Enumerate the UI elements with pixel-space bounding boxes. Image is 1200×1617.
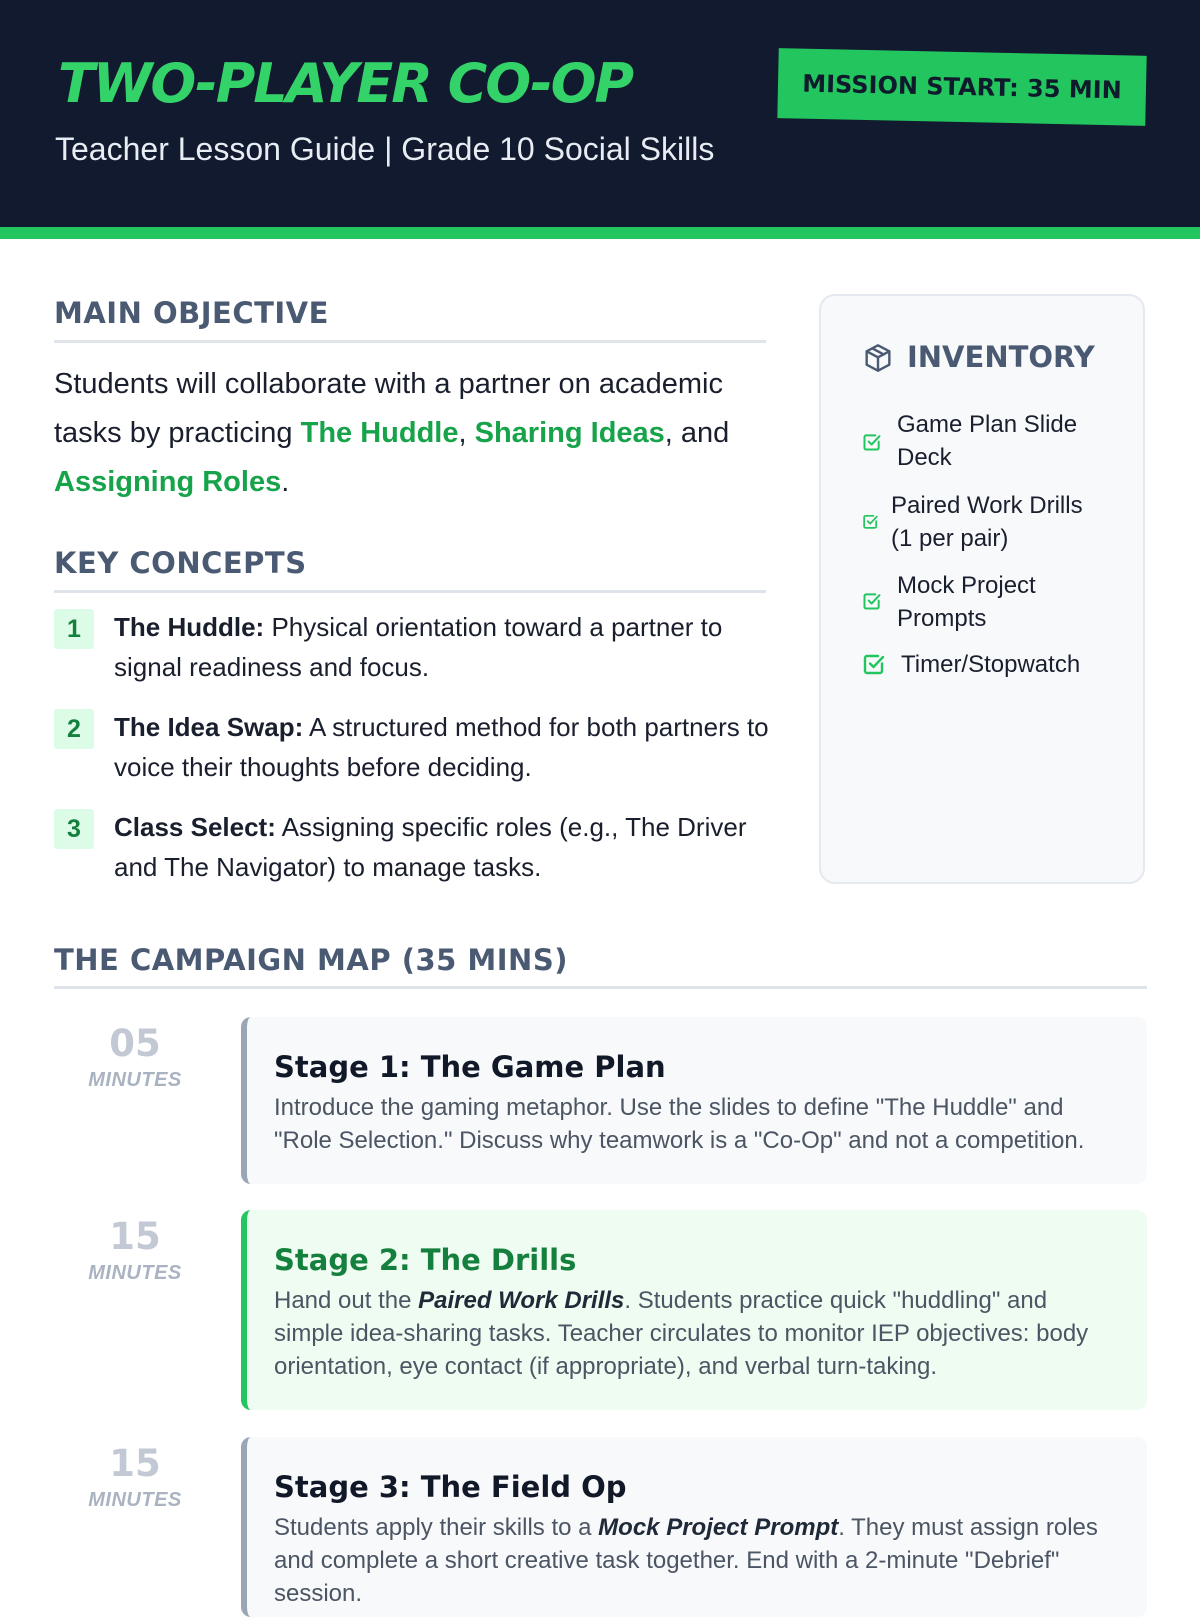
stage-duration [70, 1215, 200, 1287]
section-divider [54, 340, 766, 343]
key-concepts-heading: KEY CONCEPTS [54, 546, 307, 580]
concept-text [114, 707, 774, 787]
stage-title: Stage 2: The Drills [274, 1243, 577, 1277]
checkbox-icon [862, 432, 882, 452]
stage-title: Stage 1: The Game Plan [274, 1050, 666, 1084]
objective-lead: Students will collaborate with a partner on academic tasks by practicing [54, 368, 723, 449]
concept-number: 1 [54, 609, 94, 649]
box-icon [862, 342, 894, 374]
stage-minutes-unit: MINUTES [88, 1262, 182, 1284]
header-accent-stripe [0, 227, 1200, 239]
concept-definition: A structured method for both partners to voice their thoughts before deciding. [114, 712, 769, 782]
objective-text [54, 360, 754, 507]
section-divider [54, 986, 1147, 989]
objective-separator: , and [664, 417, 730, 449]
objective-end: . [281, 466, 290, 498]
concept-term: Class Select: [114, 812, 276, 842]
section-divider [54, 590, 766, 593]
checkbox-icon [862, 513, 879, 530]
stage-card [241, 1437, 1147, 1617]
stage-duration [70, 1022, 200, 1094]
page-header [0, 0, 1200, 227]
checkbox-icon [862, 591, 882, 611]
inventory-title: INVENTORY [907, 340, 1095, 374]
stage-description [274, 1284, 1121, 1383]
stage-description-text: Introduce the gaming metaphor. Use the slides to define "The Huddle" and "Role Selection." Discuss why teamwork is a "Co-Op" and not a competition. [274, 1094, 1085, 1154]
stage-minutes-unit: MINUTES [88, 1069, 182, 1091]
objective-skill-roles: Assigning Roles [54, 466, 282, 498]
stage-duration [70, 1442, 200, 1514]
concept-term: The Idea Swap: [114, 712, 304, 742]
stage-material: Paired Work Drills [418, 1287, 625, 1314]
inventory-item-label: Timer/Stopwatch [901, 651, 1081, 678]
concept-text [114, 607, 774, 687]
objective-skill-sharing: Sharing Ideas [474, 417, 665, 449]
concept-term: The Huddle: [114, 612, 265, 642]
concept-definition: Assigning specific roles (e.g., The Driver and The Navigator) to manage tasks. [114, 812, 747, 882]
stage-minutes-unit: MINUTES [88, 1489, 182, 1511]
objective-skill-huddle: The Huddle [300, 417, 459, 449]
campaign-map-heading: THE CAMPAIGN MAP (35 MINS) [54, 943, 568, 977]
inventory-item-label: Mock Project Prompts [897, 572, 1036, 632]
lesson-subtitle: Teacher Lesson Guide | Grade 10 Social Skills [55, 131, 715, 167]
stage-description-text: . Students practice quick "huddling" and simple idea-sharing tasks. Teacher circulates to monitor IEP objectives: body orientation, eye contact (if appropriate), and verbal turn-taking. [274, 1287, 1089, 1380]
stage-description-text: . They must assign roles and complete a short creative task together. End with a 2-minute "Debrief" session. [274, 1514, 1098, 1607]
objective-separator: , [458, 417, 475, 449]
stage-description [274, 1091, 1121, 1157]
stage-minutes: 05 [109, 1022, 161, 1065]
concept-number: 2 [54, 709, 94, 749]
inventory-item-label: Paired Work Drills (1 per pair) [891, 492, 1083, 552]
main-objective-heading: MAIN OBJECTIVE [54, 296, 329, 330]
stage-card-active [241, 1210, 1147, 1410]
stage-minutes: 15 [109, 1215, 161, 1258]
mission-duration-badge: MISSION START: 35 MIN [777, 48, 1146, 126]
stage-description-text: Students apply their skills to a [274, 1514, 599, 1541]
inventory-item-label: Game Plan Slide Deck [897, 411, 1078, 471]
stage-card [241, 1017, 1147, 1184]
stage-description-text: Hand out the [274, 1287, 419, 1314]
stage-title: Stage 3: The Field Op [274, 1470, 627, 1504]
lesson-title: TWO-PLAYER CO-OP [58, 52, 633, 115]
stage-material: Mock Project Prompt [598, 1514, 839, 1541]
checkbox-icon [862, 652, 886, 676]
concept-text [114, 807, 774, 887]
concept-number: 3 [54, 809, 94, 849]
stage-minutes: 15 [109, 1442, 161, 1485]
stage-description [274, 1511, 1121, 1610]
concept-definition: Physical orientation toward a partner to signal readiness and focus. [114, 612, 723, 682]
